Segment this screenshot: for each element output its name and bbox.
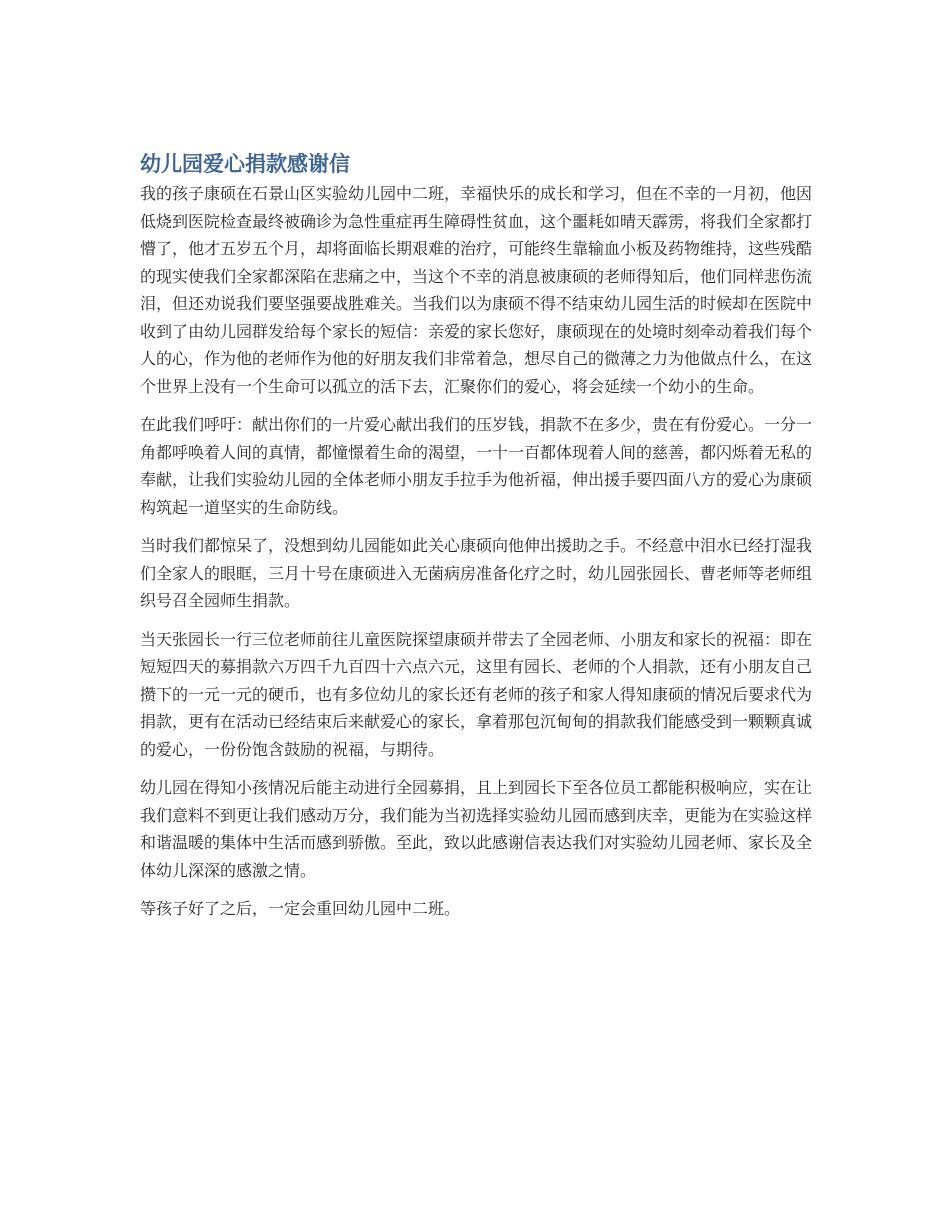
document-title: 幼儿园爱心捐款感谢信: [140, 152, 350, 176]
paragraph-4: 当天张园长一行三位老师前往儿童医院探望康硕并带去了全园老师、小朋友和家长的祝福：即在短短四天的募捐款六万四千九百四十六点六元，这里有园长、老师的个人捐款，还有小朋友自己攒下的一元一元的硬币，也有多位幼儿的家长还有老师的孩子和家人得知康硕的情况后要求代为捐款，更有在活动已经结束后来献爱心的家长，拿着那包沉甸甸的捐款我们能感受到一颗颗真诚的爱心，一份份饱含鼓励的祝福，与期待。: [140, 629, 813, 759]
document-page: [140, 150, 812, 934]
paragraph-6: 等孩子好了之后，一定会重回幼儿园中二班。: [140, 899, 461, 918]
paragraph-3: 当时我们都惊呆了，没想到幼儿园能如此关心康硕向他伸出援助之手。不经意中泪水已经打湿我们全家人的眼眶，三月十号在康硕进入无菌病房准备化疗之时，幼儿园张园长、曹老师等老师组织号召全园师生捐款。: [140, 536, 813, 610]
paragraph-2: 在此我们呼吁：献出你们的一片爱心献出我们的压岁钱，捐款不在多少，贵在有份爱心。一分一角都呼唤着人间的真情，都憧憬着生命的渴望，一十一百都体现着人间的慈善，都闪烁着无私的奉献，让我们实验幼儿园的全体老师小朋友手拉手为他祈福，伸出援手要四面八方的爱心为康硕构筑起一道坚实的生命防线。: [140, 415, 813, 517]
paragraph-1: 我的孩子康硕在石景山区实验幼儿园中二班，幸福快乐的成长和学习，但在不幸的一月初，他因低烧到医院检查最终被确诊为急性重症再生障碍性贫血，这个噩耗如晴天霹雳，将我们全家都打懵了，他才五岁五个月，却将面临长期艰难的治疗，可能终生靠输血小板及药物维持，这些残酷的现实使我们全家都深陷在悲痛之中，当这个不幸的消息被康硕的老师得知后，他们同样悲伤流泪，但还劝说我们要坚强要战胜难关。当我们以为康硕不得不结束幼儿园生活的时候却在医院中收到了由幼儿园群发给每个家长的短信：亲爱的家长您好，康硕现在的处境时刻牵动着我们每个人的心，作为他的老师作为他的好朋友我们非常着急，想尽自己的微薄之力为他做点什么，在这个世界上没有一个生命可以孤立的活下去，汇聚你们的爱心，将会延续一个幼小的生命。: [140, 184, 813, 396]
paragraph-5: 幼儿园在得知小孩情况后能主动进行全园募捐，且上到园长下至各位员工都能积极响应，实在让我们意料不到更让我们感动万分，我们能为当初选择实验幼儿园而感到庆幸，更能为在实验这样和谐温暖的集体中生活而感到骄傲。至此，致以此感谢信表达我们对实验幼儿园老师、家长及全体幼儿深深的感激之情。: [140, 778, 813, 880]
